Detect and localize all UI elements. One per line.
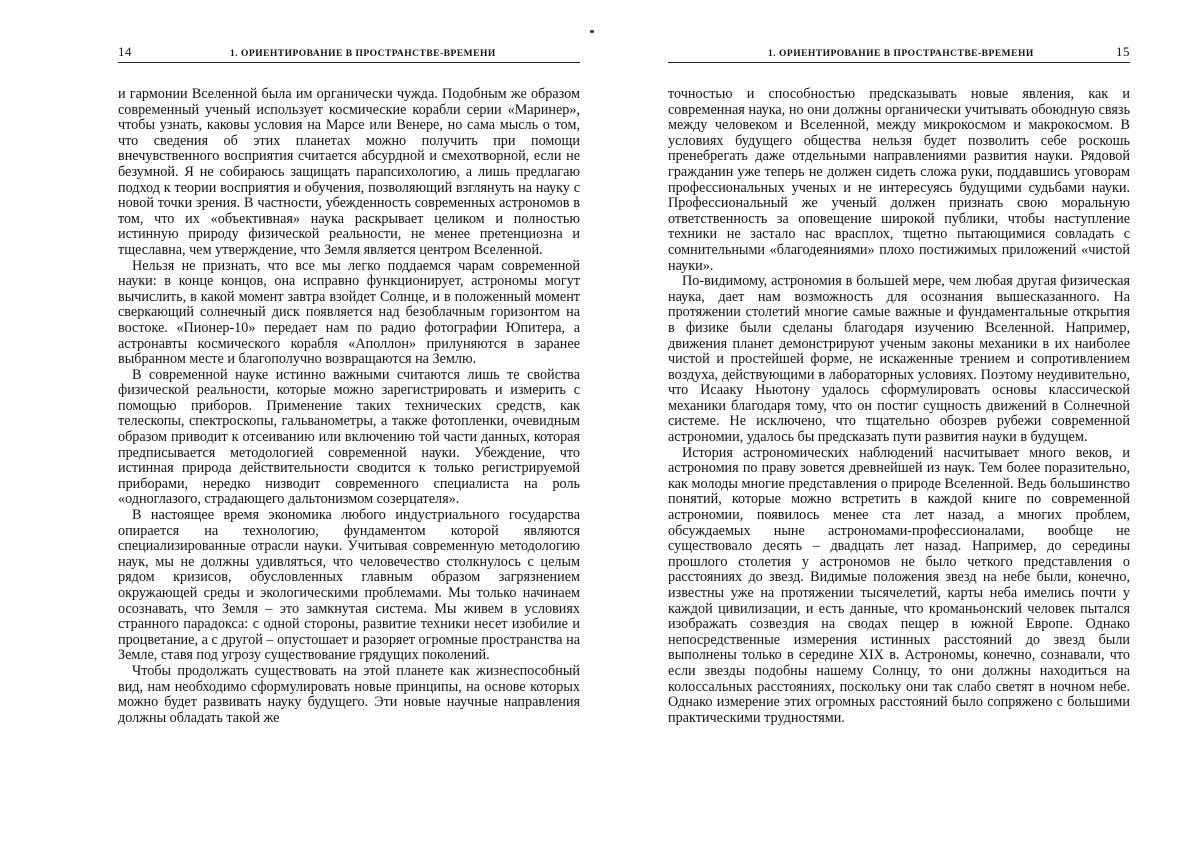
print-speck [590,30,594,33]
paragraph: Чтобы продолжать существовать на этой планете как жизнеспособный вид, нам необходимо сформулировать новые принципы, на основе которых можно будет развивать науку будущего. Эти новые научные направления должны обладать такой же [118,662,580,726]
right-page-number: 15 [1116,44,1130,59]
paragraph: точностью и способностью предсказывать новые явления, как и современная наука, но они должны органически учитывать обоюдную связь между человеком и Вселенной, между микрокосмом и макрокосмом. В условиях будущего общества нельзя будет позволить себе роскошь пренебрегать даже отдельными направлениями развития науки. Рядовой гражданин уже теперь не должен сидеть сложа руки, поддавшись уговорам профессиональных ученых и не интересуясь будущими судьбами науки. Профессиональный же ученый должен признать свою моральную ответственность за оповещение широкой публики, чтобы наступление техники не застало нас врасплох, тщетно пытающимися совладать с сомнительными «благодеяниями» плохо постижимых приложений «чистой науки». [668,86,1130,274]
paragraph: В настоящее время экономика любого индустриального государства опирается на технологию, фундаментом которой являются специализированные отрасли науки. Учитывая современную методологию наук, мы не должны удивляться, что человечество столкнулось с целым рядом кризисов, обусловленных главным образом загрязнением окружающей среды и экологическими проблемами. Мы только начинаем осознавать, что Земля – это замкнутая система. Мы живем в условиях странного парадокса: с одной стороны, развитие техники несет изобилие и процветание, а с другой – опустошает и разоряет огромные пространства на Земле, ставя под угрозу существование грядущих поколений. [118,507,580,664]
left-page-number: 14 [118,44,132,59]
left-chapter-title: 1. ОРИЕНТИРОВАНИЕ В ПРОСТРАНСТВЕ-ВРЕМЕНИ [230,49,496,59]
right-running-head [668,44,1130,63]
left-page [118,44,580,726]
left-running-head [118,44,580,63]
paragraph: В современной науке истинно важными считаются лишь те свойства физической реальности, которые можно зарегистрировать и измерить с помощью приборов. Применение таких технических средств, как телескопы, спектроскопы, гальванометры, а также фотопленки, очевидным образом приводит к отсеиванию или включению той части данных, которая предписывается методологией современной науки. Убеждение, что истинная природа действительности сводится к только регистрируемой приборами, нередко низводит современного специалиста на роль «одноглазого, страдающего дальтонизмом созерцателя». [118,366,580,508]
paragraph: История астрономических наблюдений насчитывает много веков, и астрономия по праву зовется древнейшей из наук. Тем более поразительно, как молоды многие представления о природе Вселенной. Ведь большинство понятий, которые можно встретить в каждой книге по современной астрономии, появилось менее ста лет назад, а многих проблем, обсуждаемых ныне астрономами-профессионалами, вообще не существовало десять – двадцать лет назад. Например, до середины прошлого столетия у астрономов не было четкого представления о расстояниях до звезд. Видимые положения звезд на небе были, конечно, известны уже на протяжении тысячелетий, карты неба имелись почти у каждой цивилизации, и есть данные, что кроманьонский человек пытался изображать созвездия на сводах пещер в южной Европе. Однако непосредственные измерения истинных расстояний до звезд были выполнены только в середине XIX в. Астрономы, конечно, сознавали, что если звезды подобны нашему Солнцу, то они должны находиться на колоссальных расстояниях, поскольку они так слабо светят в ночном небе. Однако измерение этих огромных расстояний было сопряжено с большими практическими трудностями. [668,444,1130,726]
paragraph: Нельзя не признать, что все мы легко поддаемся чарам современной науки: в конце концов, она исправно функционирует, астрономы могут вычислить, в какой момент завтра взойдет Солнце, и в положенный момент сверкающий солнечный диск появляется над безоблачным горизонтом на востоке. «Пионер-10» передает нам по радио фотографии Юпитера, а астронавты космического корабля «Аполлон» прилуняются в заранее выбранном месте и благополучно возвращаются на Землю. [118,257,580,368]
right-body-text [668,87,1130,726]
paragraph: По-видимому, астрономия в большей мере, чем любая другая физическая наука, дает нам возможность для осознания вышесказанного. На протяжении столетий многие самые важные и фундаментальные открытия в физике были сделаны благодаря изучению Вселенной. Например, движения планет демонстрируют ученым законы механики в их наиболее чистой и простейшей форме, не искаженные трением и сопротивлением воздуха, действующими в лабораторных условиях. Поэтому неудивительно, что Исааку Ньютону удалось сформулировать основы классической механики благодаря тому, что он постиг сущность движений в Солнечной системе. Не исключено, что тщательно обозрев рубежи современной астрономии, удалось бы предсказать пути развития науки в будущем. [668,273,1130,446]
right-chapter-title: 1. ОРИЕНТИРОВАНИЕ В ПРОСТРАНСТВЕ-ВРЕМЕНИ [768,49,1034,59]
paragraph: и гармонии Вселенной была им органически чужда. Подобным же образом современный ученый использует космические корабли серии «Маринер», чтобы узнать, каковы условия на Марсе или Венере, но сама мысль о том, что сведения об этих планетах можно получить при помощи внечувственного восприятия считается абсурдной и смехотворной, если не безумной. Я не собираюсь защищать парапсихологию, а лишь предлагаю подход к теории восприятия и обучения, позволяющий взглянуть на науку с новой точки зрения. В частности, убежденность современных астрономов в том, что их «объективная» наука раскрывает целиком и полностью истинную природу физической реальности, не менее претенциозна и тщеславна, чем утверждение, что Земля является центром Вселенной. [118,86,580,258]
left-body-text [118,87,580,726]
right-page [668,44,1130,726]
